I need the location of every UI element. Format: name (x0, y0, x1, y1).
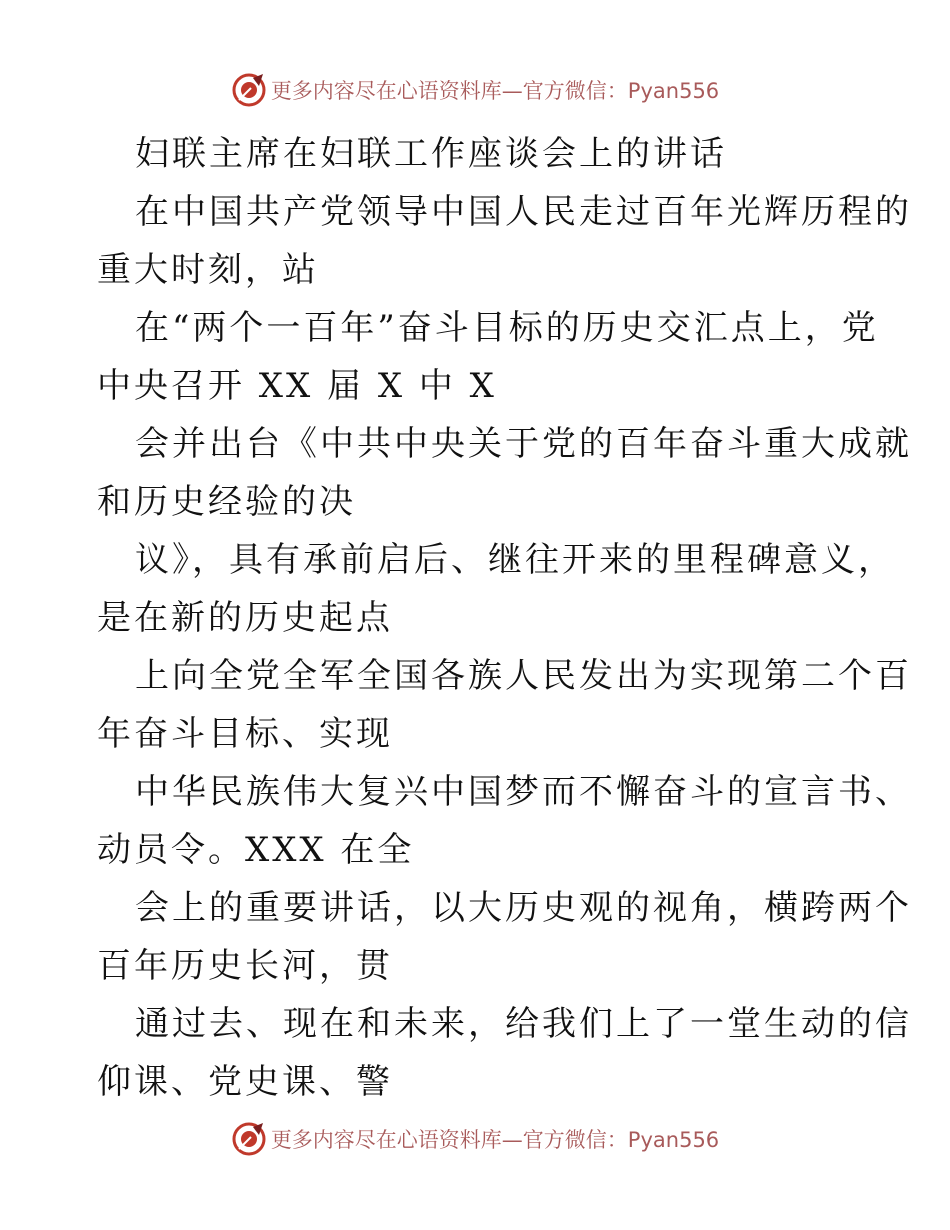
footer-watermark-text: 更多内容尽在心语资料库—官方微信：Pyan556 (270, 1128, 720, 1152)
text-line: 是在新的历史起点 (97, 598, 393, 638)
logo-icon (231, 72, 267, 108)
text-line: 年奋斗目标、实现 (97, 714, 393, 754)
doc-title: 妇联主席在妇联工作座谈会上的讲话 (135, 134, 727, 174)
text-line: 仰课、党史课、警 (97, 1062, 393, 1102)
text-line: 在中国共产党领导中国人民走过百年光辉历程的 (135, 192, 912, 232)
text-line: 在“两个一百年”奋斗目标的历史交汇点上，党 (135, 308, 879, 348)
text-line: 会并出台《中共中央关于党的百年奋斗重大成就 (135, 424, 912, 464)
logo-icon (231, 1121, 267, 1157)
text-line: 动员令。XXX 在全 (97, 830, 415, 870)
text-line: 中华民族伟大复兴中国梦而不懈奋斗的宣言书、 (135, 772, 912, 812)
text-line: 和历史经验的决 (97, 482, 356, 522)
text-line: 中央召开 XX 届 X 中 X (97, 366, 497, 406)
text-line: 议》，具有承前启后、继往开来的里程碑意义， (135, 540, 895, 580)
text-line: 百年历史长河，贯 (97, 946, 393, 986)
header-watermark (0, 70, 950, 110)
document-body (97, 125, 912, 1111)
text-line: 会上的重要讲话，以大历史观的视角，横跨两个 (135, 888, 912, 928)
text-line: 重大时刻，站 (97, 250, 319, 290)
header-watermark-text: 更多内容尽在心语资料库—官方微信：Pyan556 (270, 79, 720, 103)
text-line: 通过去、现在和未来，给我们上了一堂生动的信 (135, 1004, 912, 1044)
text-line: 上向全党全军全国各族人民发出为实现第二个百 (135, 656, 912, 696)
footer-watermark (0, 1119, 950, 1159)
